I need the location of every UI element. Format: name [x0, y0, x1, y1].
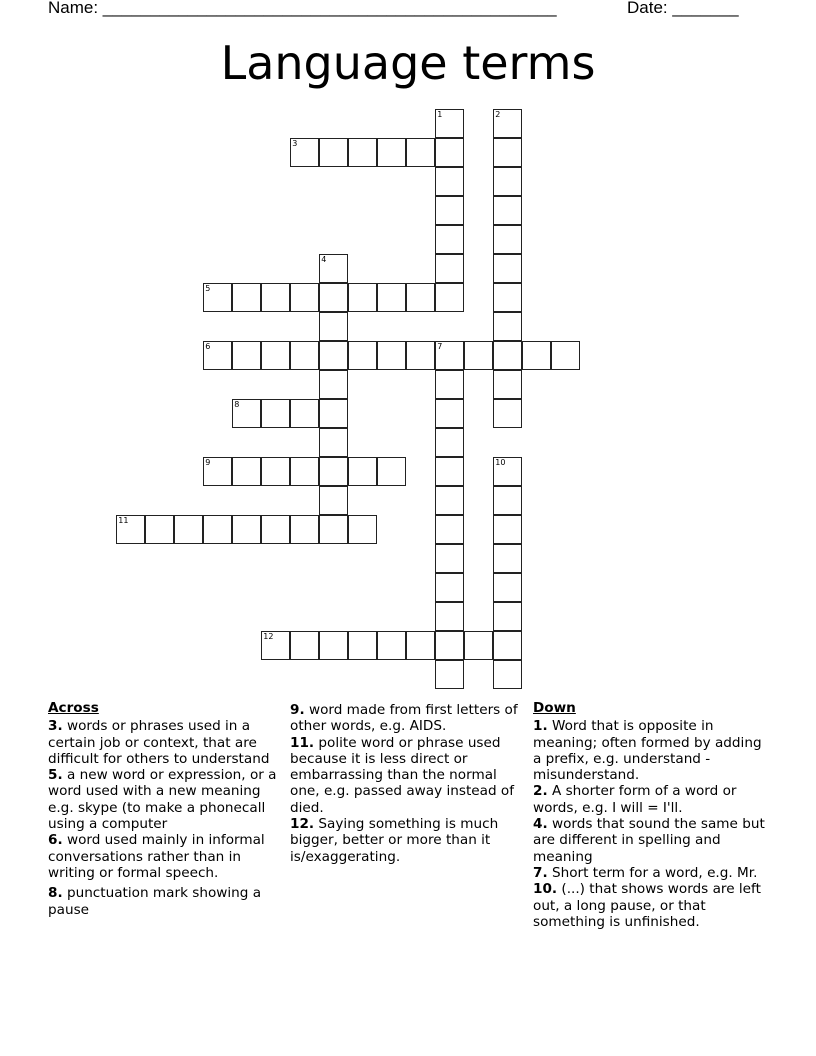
clue-number: 11. [290, 734, 315, 751]
grid-cell[interactable] [290, 138, 319, 167]
grid-cell[interactable] [232, 283, 261, 312]
grid-cell[interactable] [406, 138, 435, 167]
grid-cell[interactable] [435, 631, 464, 660]
grid-cell[interactable] [464, 631, 493, 660]
grid-cell[interactable] [377, 341, 406, 370]
grid-cell[interactable] [435, 138, 464, 167]
grid-cell[interactable] [348, 283, 377, 312]
grid-cell[interactable] [435, 167, 464, 196]
grid-cell[interactable] [348, 457, 377, 486]
clue-number: 1. [533, 718, 548, 735]
clue-number: 12. [290, 816, 315, 833]
clues-column-1 [48, 700, 288, 918]
clue-number: 2 [495, 110, 501, 120]
grid-cell[interactable] [261, 399, 290, 428]
clue-text: words that sound the same but are different in spelling and meaning [533, 816, 765, 865]
grid-cell[interactable] [319, 312, 348, 341]
grid-cell[interactable] [232, 457, 261, 486]
grid-cell[interactable] [232, 515, 261, 544]
grid-cell[interactable] [319, 457, 348, 486]
clue-text: word used mainly in informal conversations rather than in writing or formal speech. [48, 832, 265, 881]
date-field[interactable]: Date: _______ [627, 0, 739, 17]
grid-cell[interactable] [203, 283, 232, 312]
clue-item [533, 865, 773, 881]
grid-cell[interactable] [377, 631, 406, 660]
grid-cell[interactable] [435, 457, 464, 486]
grid-cell[interactable] [435, 254, 464, 283]
clue-list-down [533, 718, 773, 930]
grid-cell[interactable] [261, 283, 290, 312]
grid-cell[interactable] [435, 573, 464, 602]
grid-cell[interactable] [319, 254, 348, 283]
grid-cell[interactable] [232, 399, 261, 428]
clue-item [290, 702, 530, 735]
grid-cell[interactable] [493, 341, 522, 370]
grid-cell[interactable] [232, 341, 261, 370]
grid-cell[interactable] [348, 341, 377, 370]
clue-text: (...) that shows words are left out, a long pause, or that something is unfinished. [533, 881, 761, 930]
grid-cell[interactable] [319, 370, 348, 399]
clue-text: punctuation mark showing a pause [48, 885, 262, 918]
clue-text: polite word or phrase used because it is less direct or embarrassing than the normal one, e.g. passed away instead of died. [290, 734, 515, 816]
clue-number: 1 [437, 110, 443, 120]
clue-number: 4 [321, 255, 327, 265]
grid-cell[interactable] [377, 283, 406, 312]
grid-cell[interactable] [319, 486, 348, 515]
clue-number: 5 [205, 284, 211, 294]
grid-cell[interactable] [290, 631, 319, 660]
clue-text: a new word or expression, or a word used with a new meaning e.g. skype (to make a phonecall using a computer [48, 767, 277, 833]
clue-number: 9. [290, 702, 305, 718]
grid-cell[interactable] [493, 370, 522, 399]
grid-cell[interactable] [377, 457, 406, 486]
grid-cell[interactable] [493, 544, 522, 573]
grid-cell[interactable] [290, 283, 319, 312]
grid-cell[interactable] [493, 573, 522, 602]
grid-cell[interactable] [261, 515, 290, 544]
clue-number: 6 [205, 342, 211, 352]
grid-cell[interactable] [319, 283, 348, 312]
clue-number: 11 [118, 516, 129, 526]
clue-number: 6. [48, 832, 63, 849]
grid-cell[interactable] [203, 341, 232, 370]
clue-number: 10. [533, 881, 558, 898]
clue-text: word made from first letters of other words, e.g. AIDS. [290, 702, 518, 735]
grid-cell[interactable] [319, 138, 348, 167]
clue-item [533, 718, 773, 783]
grid-cell[interactable] [435, 602, 464, 631]
clue-item [48, 767, 288, 832]
grid-cell[interactable] [406, 283, 435, 312]
clue-number: 8 [234, 400, 240, 410]
grid-cell[interactable] [493, 254, 522, 283]
clue-item [290, 816, 530, 865]
crossword-grid [117, 110, 597, 700]
grid-cell[interactable] [435, 225, 464, 254]
grid-cell[interactable] [435, 660, 464, 689]
grid-cell[interactable] [435, 486, 464, 515]
clue-list-across-a [48, 718, 288, 918]
clue-text: Short term for a word, e.g. Mr. [547, 864, 758, 881]
grid-cell[interactable] [522, 341, 551, 370]
grid-cell[interactable] [493, 660, 522, 689]
grid-cell[interactable] [319, 399, 348, 428]
grid-cell[interactable] [493, 225, 522, 254]
clue-number: 7. [533, 864, 548, 881]
grid-cell[interactable] [290, 515, 319, 544]
grid-cell[interactable] [493, 457, 522, 486]
grid-cell[interactable] [319, 341, 348, 370]
clues-column-3 [533, 700, 773, 930]
clue-number: 5. [48, 767, 63, 784]
clue-item [48, 832, 288, 881]
grid-cell[interactable] [116, 515, 145, 544]
grid-cell[interactable] [464, 341, 493, 370]
grid-cell[interactable] [203, 515, 232, 544]
grid-cell[interactable] [493, 486, 522, 515]
grid-cell[interactable] [435, 428, 464, 457]
grid-cell[interactable] [493, 138, 522, 167]
clue-number: 8. [48, 885, 63, 902]
grid-cell[interactable] [261, 341, 290, 370]
grid-cell[interactable] [174, 515, 203, 544]
grid-cell[interactable] [435, 109, 464, 138]
grid-cell[interactable] [261, 631, 290, 660]
grid-cell[interactable] [261, 457, 290, 486]
clue-number: 12 [263, 632, 274, 642]
clue-text: A shorter form of a word or words, e.g. I will = I'll. [533, 783, 737, 816]
clue-number: 2. [533, 783, 548, 800]
clue-number: 10 [495, 458, 506, 468]
name-field[interactable]: Name: ________________________________________________ [48, 0, 557, 17]
grid-cell[interactable] [435, 399, 464, 428]
grid-cell[interactable] [290, 399, 319, 428]
grid-cell[interactable] [290, 457, 319, 486]
grid-cell[interactable] [435, 515, 464, 544]
clue-number: 3. [48, 718, 63, 735]
grid-cell[interactable] [319, 428, 348, 457]
clue-item [290, 735, 530, 816]
grid-cell[interactable] [435, 370, 464, 399]
clue-item [533, 816, 773, 865]
clue-text: Word that is opposite in meaning; often formed by adding a prefix, e.g. understand - misunderstand. [533, 718, 762, 784]
grid-cell[interactable] [493, 283, 522, 312]
clue-number: 7 [437, 342, 443, 352]
grid-cell[interactable] [348, 631, 377, 660]
grid-cell[interactable] [493, 167, 522, 196]
across-heading: Across [48, 700, 99, 716]
grid-cell[interactable] [493, 631, 522, 660]
grid-cell[interactable] [406, 341, 435, 370]
grid-cell[interactable] [435, 283, 464, 312]
grid-cell[interactable] [406, 631, 435, 660]
grid-cell[interactable] [493, 515, 522, 544]
grid-cell[interactable] [348, 138, 377, 167]
grid-cell[interactable] [435, 196, 464, 225]
grid-cell[interactable] [493, 196, 522, 225]
clue-list-across-b [290, 702, 530, 865]
grid-cell[interactable] [493, 399, 522, 428]
clue-text: Saying something is much bigger, better or more than it is/exaggerating. [290, 816, 499, 865]
clue-item [48, 885, 288, 918]
grid-cell[interactable] [493, 109, 522, 138]
grid-cell[interactable] [493, 312, 522, 341]
grid-cell[interactable] [319, 515, 348, 544]
clue-item [533, 881, 773, 930]
grid-cell[interactable] [377, 138, 406, 167]
down-heading: Down [533, 700, 576, 716]
grid-cell[interactable] [203, 457, 232, 486]
clue-item [533, 783, 773, 816]
clue-number: 4. [533, 816, 548, 833]
grid-cell[interactable] [348, 515, 377, 544]
clue-number: 3 [292, 139, 298, 149]
grid-cell[interactable] [145, 515, 174, 544]
page-title: Language terms [220, 36, 596, 90]
clue-text: words or phrases used in a certain job or context, that are difficult for others to understand [48, 718, 270, 767]
grid-cell[interactable] [290, 341, 319, 370]
clues-column-2 [290, 700, 530, 865]
grid-cell[interactable] [435, 544, 464, 573]
grid-cell[interactable] [551, 341, 580, 370]
clue-number: 9 [205, 458, 211, 468]
grid-cell[interactable] [493, 602, 522, 631]
grid-cell[interactable] [435, 341, 464, 370]
clue-item [48, 718, 288, 767]
grid-cell[interactable] [319, 631, 348, 660]
